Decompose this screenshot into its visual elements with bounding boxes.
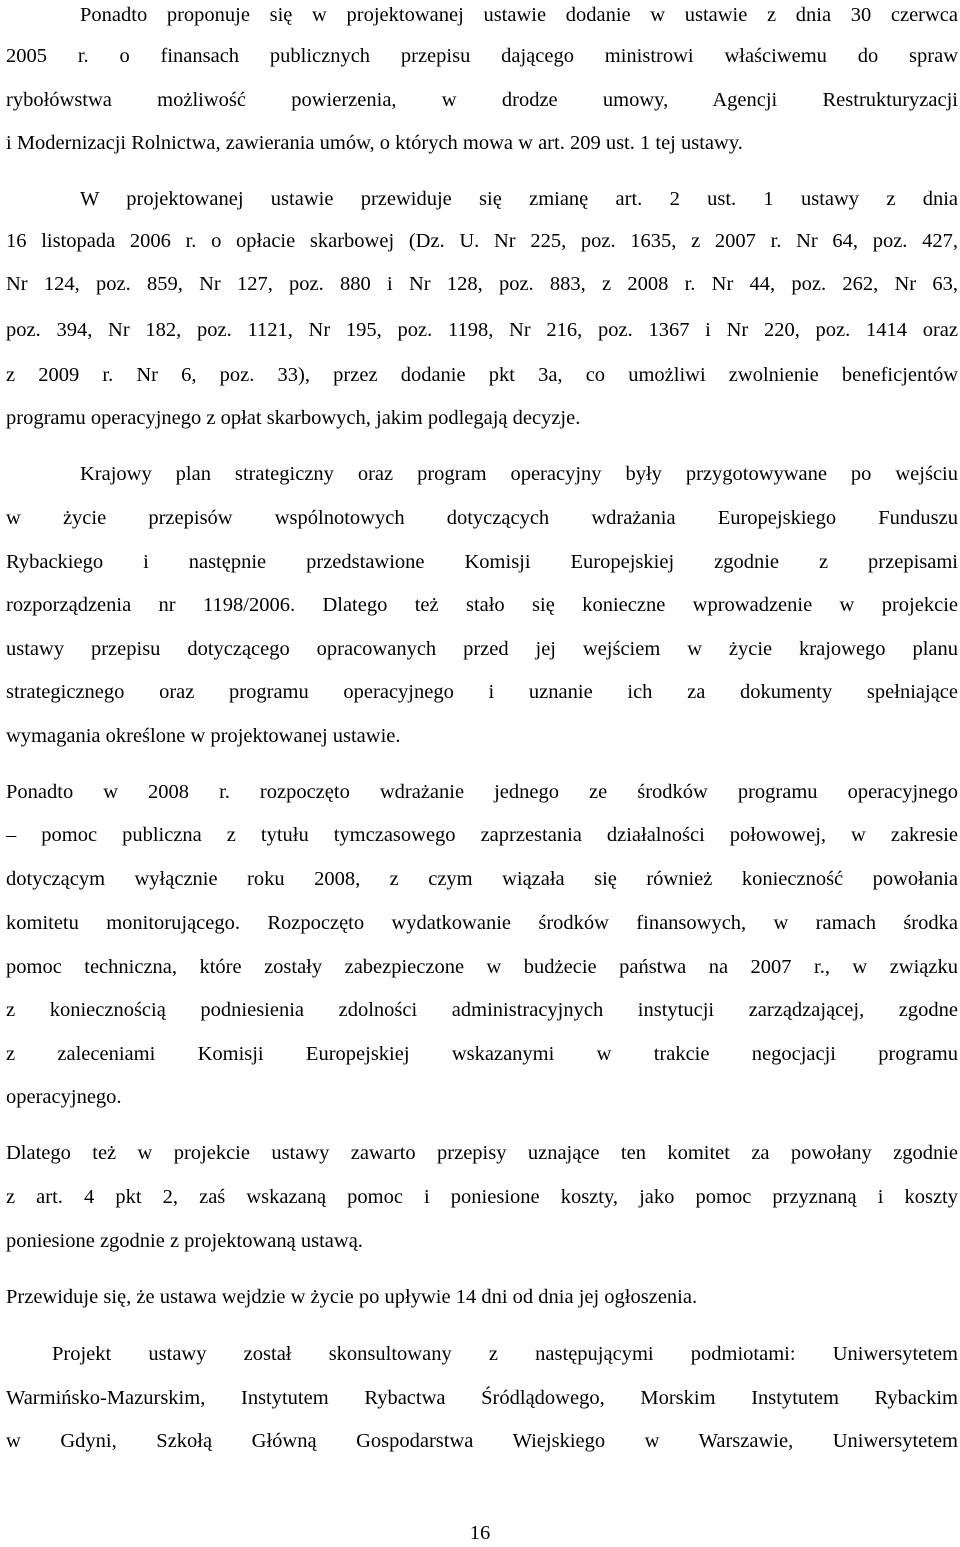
text-line: 16 listopada 2006 r. o opłacie skarbowej (Dz. U. Nr 225, poz. 1635, z 2007 r. Nr 64, poz. 427, <box>6 230 958 252</box>
text-line: Projekt ustawy został skonsultowany z następującymi podmiotami: Uniwersytetem <box>52 1343 958 1365</box>
text-line: poz. 394, Nr 182, poz. 1121, Nr 195, poz. 1198, Nr 216, poz. 1367 i Nr 220, poz. 1414 oraz <box>6 319 958 341</box>
text-line: Krajowy plan strategiczny oraz program operacyjny były przygotowywane po wejściu <box>80 463 958 485</box>
text-line: W projektowanej ustawie przewiduje się zmianę art. 2 ust. 1 ustawy z dnia <box>80 188 958 210</box>
text-line: 2005 r. o finansach publicznych przepisu dającego ministrowi właściwemu do spraw <box>6 45 958 67</box>
text-line: Dlatego też w projekcie ustawy zawarto przepisy uznające ten komitet za powołany zgodnie <box>6 1142 958 1164</box>
text-line: operacyjnego. <box>6 1086 122 1108</box>
text-line: pomoc techniczna, które zostały zabezpieczone w budżecie państwa na 2007 r., w związku <box>6 956 958 978</box>
text-line: dotyczącym wyłącznie roku 2008, z czym wiązała się również konieczność powołania <box>6 868 958 890</box>
text-line: w życie przepisów wspólnotowych dotyczących wdrażania Europejskiego Funduszu <box>6 507 958 529</box>
text-line: wymagania określone w projektowanej ustawie. <box>6 725 401 747</box>
text-line: Ponadto proponuje się w projektowanej ustawie dodanie w ustawie z dnia 30 czerwca <box>80 4 958 26</box>
text-line: z koniecznością podniesienia zdolności administracyjnych instytucji zarządzającej, zgodne <box>6 999 958 1021</box>
text-line: komitetu monitorującego. Rozpoczęto wydatkowanie środków finansowych, w ramach środka <box>6 912 958 934</box>
text-line: poniesione zgodnie z projektowaną ustawą. <box>6 1230 363 1252</box>
text-line: z 2009 r. Nr 6, poz. 33), przez dodanie pkt 3a, co umożliwi zwolnienie beneficjentów <box>6 364 958 386</box>
text-line: strategicznego oraz programu operacyjnego i uznanie ich za dokumenty spełniające <box>6 681 958 703</box>
text-line: Rybackiego i następnie przedstawione Komisji Europejskiej zgodnie z przepisami <box>6 551 958 573</box>
text-line: Warmińsko-Mazurskim, Instytutem Rybactwa Śródlądowego, Morskim Instytutem Rybackim <box>6 1387 958 1409</box>
text-line: z art. 4 pkt 2, zaś wskazaną pomoc i poniesione koszty, jako pomoc przyznaną i koszty <box>6 1186 958 1208</box>
text-line: programu operacyjnego z opłat skarbowych, jakim podlegają decyzje. <box>6 407 581 429</box>
page-number: 16 <box>469 1522 491 1544</box>
text-line: rybołówstwa możliwość powierzenia, w drodze umowy, Agencji Restrukturyzacji <box>6 89 958 111</box>
text-line: ustawy przepisu dotyczącego opracowanych przed jej wejściem w życie krajowego planu <box>6 638 958 660</box>
text-line: – pomoc publiczna z tytułu tymczasowego zaprzestania działalności połowowej, w zakresie <box>6 824 958 846</box>
text-line: i Modernizacji Rolnictwa, zawierania umów, o których mowa w art. 209 ust. 1 tej ustawy. <box>6 132 743 154</box>
text-line: rozporządzenia nr 1198/2006. Dlatego też stało się konieczne wprowadzenie w projekcie <box>6 594 958 616</box>
text-line: Ponadto w 2008 r. rozpoczęto wdrażanie jednego ze środków programu operacyjnego <box>6 781 958 803</box>
text-line: w Gdyni, Szkołą Główną Gospodarstwa Wiejskiego w Warszawie, Uniwersytetem <box>6 1430 958 1452</box>
text-line: Nr 124, poz. 859, Nr 127, poz. 880 i Nr 128, poz. 883, z 2008 r. Nr 44, poz. 262, Nr 63, <box>6 273 958 295</box>
text-line: z zaleceniami Komisji Europejskiej wskazanymi w trakcie negocjacji programu <box>6 1043 958 1065</box>
text-line: Przewiduje się, że ustawa wejdzie w życie po upływie 14 dni od dnia jej ogłoszenia. <box>6 1286 698 1308</box>
